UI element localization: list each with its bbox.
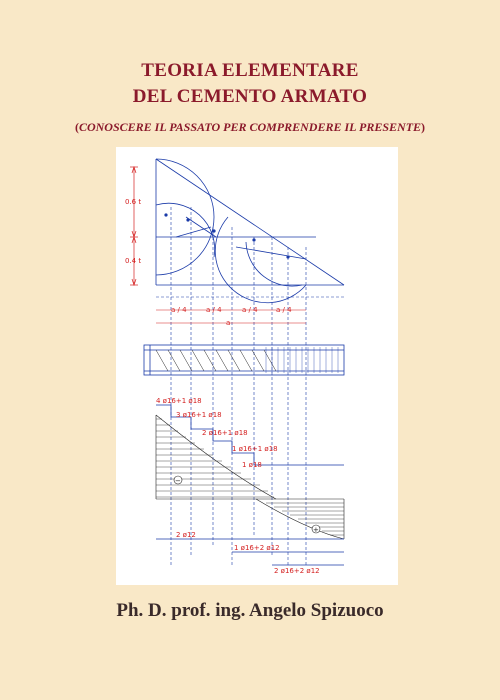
reinforcement-diagram	[116, 147, 398, 585]
subtitle-text: CONOSCERE IL PASSATO PER COMPRENDERE IL PRESENTE	[78, 120, 422, 134]
rebar-label-1: 4 ø16+1 ø18	[156, 397, 202, 405]
moment-sign-plus: +	[313, 526, 319, 534]
rebar-label-7: 1 ø16+2 ø12	[234, 544, 280, 552]
moment-sign-minus: −	[175, 477, 181, 485]
subtitle-close-paren: )	[421, 120, 426, 134]
rebar-label-3: 2 ø16+1 ø18	[202, 429, 248, 437]
span-label-1: a / 4	[171, 306, 187, 314]
book-title-line1: TEORIA ELEMENTARE	[141, 60, 359, 81]
author-name: Ph. D. prof. ing. Angelo Spizuoco	[116, 600, 384, 621]
cover-illustration	[116, 147, 398, 585]
span-label-4: a / 4	[276, 306, 292, 314]
book-title-line2: DEL CEMENTO ARMATO	[132, 86, 368, 107]
rebar-label-5: 1 ø18	[242, 461, 262, 469]
span-label-2: a / 4	[206, 306, 222, 314]
rebar-label-6: 2 ø12	[176, 531, 196, 539]
rebar-label-4: 1 ø16+1 ø18	[232, 445, 278, 453]
span-label-3: a / 4	[242, 306, 258, 314]
rebar-label-2: 3 ø16+1 ø18	[176, 411, 222, 419]
dim-label-bottom: 0.4 t	[125, 257, 142, 265]
subtitle-open-paren: (	[74, 120, 79, 134]
rebar-label-8: 2 ø16+2 ø12	[274, 567, 320, 575]
span-total-label: a	[226, 319, 231, 327]
book-subtitle	[0, 120, 500, 135]
dim-label-top: 0.6 t	[125, 198, 142, 206]
